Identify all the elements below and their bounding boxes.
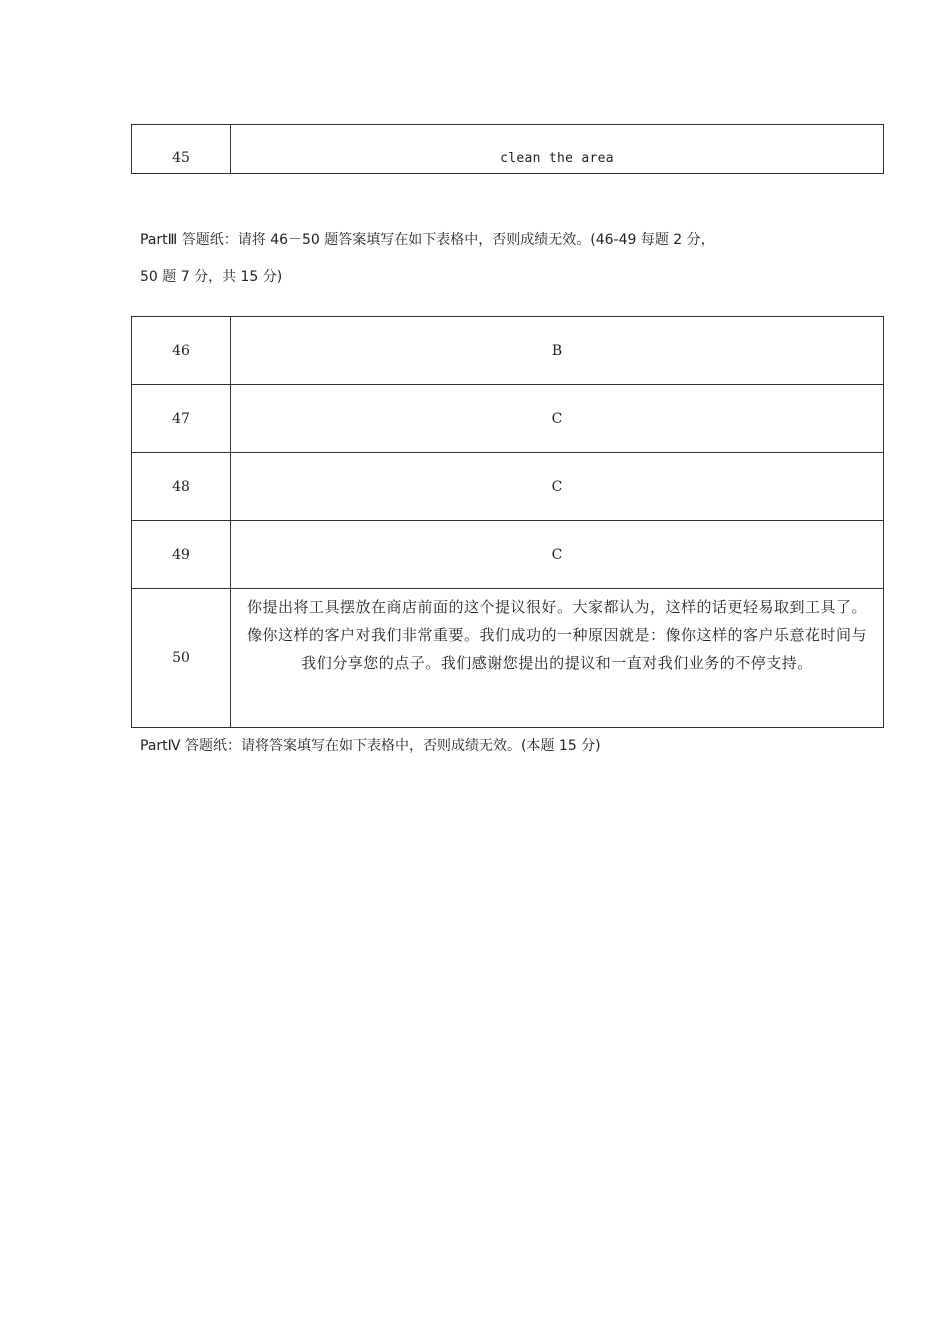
table-row bbox=[132, 125, 884, 174]
table-row bbox=[132, 521, 884, 589]
answer-table-part3 bbox=[131, 316, 884, 728]
question-number: 47 bbox=[132, 385, 231, 453]
table-row bbox=[132, 385, 884, 453]
table-row bbox=[132, 453, 884, 521]
question-number: 50 bbox=[132, 589, 231, 728]
answer-cell: clean the area bbox=[231, 125, 884, 174]
answer-cell: B bbox=[231, 317, 884, 385]
answer-table-45 bbox=[131, 124, 884, 174]
question-number: 45 bbox=[132, 125, 231, 174]
question-number: 48 bbox=[132, 453, 231, 521]
table-row bbox=[132, 317, 884, 385]
question-number: 46 bbox=[132, 317, 231, 385]
question-number: 49 bbox=[132, 521, 231, 589]
part3-instruction-line1: PartⅢ 答题纸：请将 46－50 题答案填写在如下表格中，否则成绩无效。(46-49 每题 2 分， bbox=[140, 232, 715, 248]
answer-cell: C bbox=[231, 453, 884, 521]
part4-instruction: PartⅣ 答题纸：请将答案填写在如下表格中，否则成绩无效。(本题 15 分) bbox=[140, 738, 601, 754]
part3-instruction-line2: 50 题 7 分，共 15 分) bbox=[140, 269, 283, 285]
table-row bbox=[132, 589, 884, 728]
answer-cell: C bbox=[231, 385, 884, 453]
answer-paragraph: 你提出将工具摆放在商店前面的这个提议很好。大家都认为，这样的话更轻易取到工具了。像你这样的客户对我们非常重要。我们成功的一种原因就是：像你这样的客户乐意花时间与我们分享您的点子。我们感谢您提出的提议和一直对我们业务的不停支持。 bbox=[231, 589, 884, 728]
answer-cell: C bbox=[231, 521, 884, 589]
